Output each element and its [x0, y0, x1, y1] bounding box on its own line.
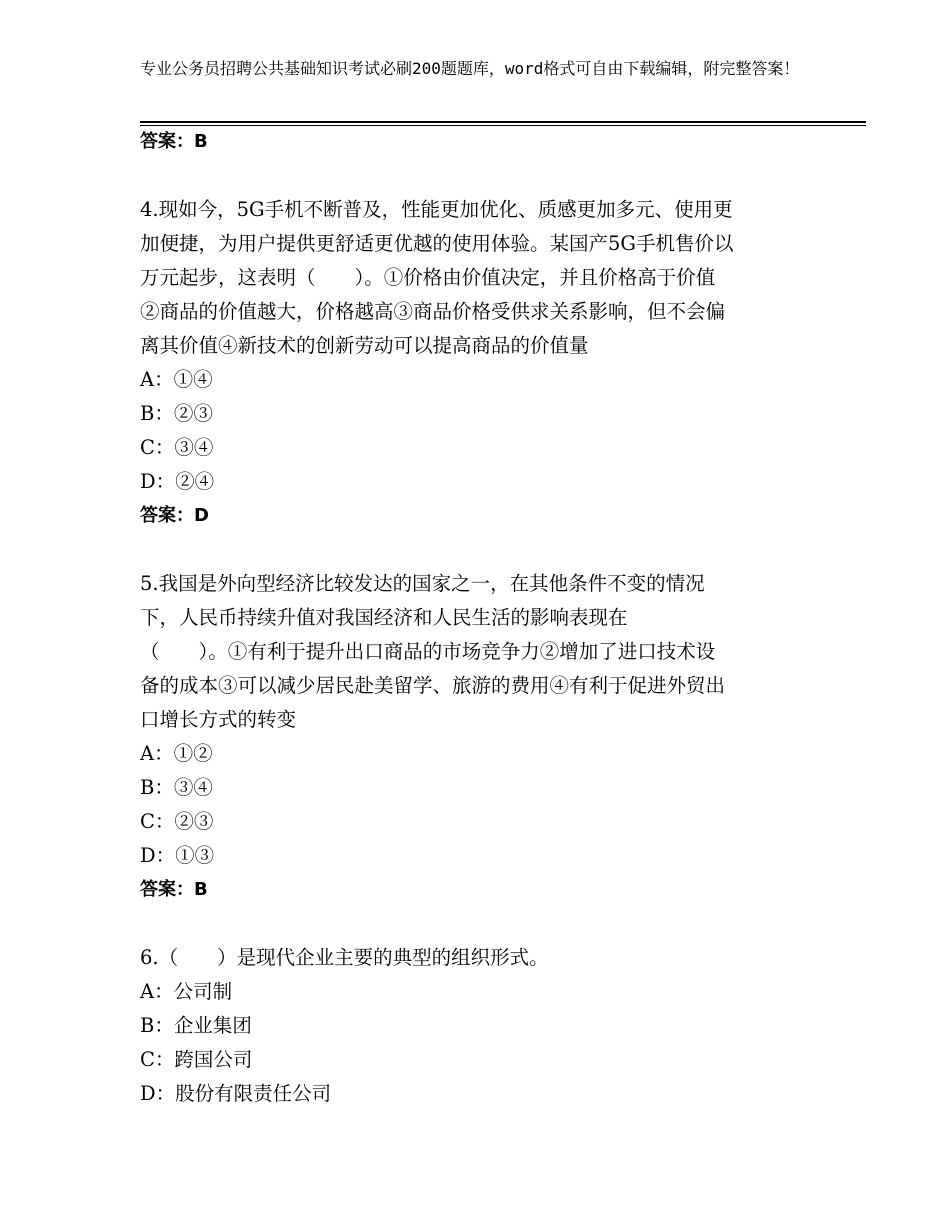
option-c: C：②③ — [140, 810, 214, 833]
question-text-line: 4.现如今，5G手机不断普及，性能更加优化、质感更加多元、使用更 — [140, 198, 733, 221]
header-text: 专业公务员招聘公共基础知识考试必刷200题题库，word格式可自由下载编辑，附完整答案！ — [140, 59, 800, 78]
header-rule-thick — [140, 121, 866, 123]
option-d: D：股份有限责任公司 — [140, 1082, 332, 1105]
question-5 — [140, 567, 820, 907]
question-text-line: ②商品的价值越大，价格越高③商品价格受供求关系影响，但不会偏 — [140, 300, 726, 323]
spacer — [140, 907, 820, 941]
option-c: C：跨国公司 — [140, 1048, 253, 1071]
option-a: A：①④ — [140, 368, 213, 391]
question-text-line: 口增长方式的转变 — [140, 708, 297, 731]
question-text-line: 5.我国是外向型经济比较发达的国家之一，在其他条件不变的情况 — [140, 572, 705, 595]
question-text-line: 万元起步，这表明（ ）。①价格由价值决定，并且价格高于价值 — [140, 266, 716, 289]
option-b: B：企业集团 — [140, 1014, 252, 1037]
spacer — [140, 159, 820, 193]
question-text-line: 下，人民币持续升值对我国经济和人民生活的影响表现在 — [140, 606, 628, 629]
option-a: A：①② — [140, 742, 213, 765]
question-text-line: 6.（ ）是现代企业主要的典型的组织形式。 — [140, 946, 549, 969]
answer-line: 答案：B — [140, 879, 208, 900]
question-text-line: 加便捷，为用户提供更舒适更优越的使用体验。某国产5G手机售价以 — [140, 232, 734, 255]
option-c: C：③④ — [140, 436, 214, 459]
page-header — [140, 56, 820, 81]
option-b: B：③④ — [140, 776, 213, 799]
option-d: D：①③ — [140, 844, 215, 867]
spacer — [140, 533, 820, 567]
answer-line: 答案：D — [140, 505, 209, 526]
question-list — [140, 125, 820, 1111]
option-b: B：②③ — [140, 402, 213, 425]
question-text-line: 离其价值④新技术的创新劳动可以提高商品的价值量 — [140, 334, 589, 357]
question-text-line: （ ）。①有利于提升出口商品的市场竞争力②增加了进口技术设 — [140, 640, 716, 663]
option-a: A：公司制 — [140, 980, 233, 1003]
question-4 — [140, 193, 820, 533]
answer-line: 答案：B — [140, 131, 208, 152]
option-d: D：②④ — [140, 470, 215, 493]
question-6 — [140, 941, 820, 1111]
question-text-line: 备的成本③可以减少居民赴美留学、旅游的费用④有利于促进外贸出 — [140, 674, 726, 697]
